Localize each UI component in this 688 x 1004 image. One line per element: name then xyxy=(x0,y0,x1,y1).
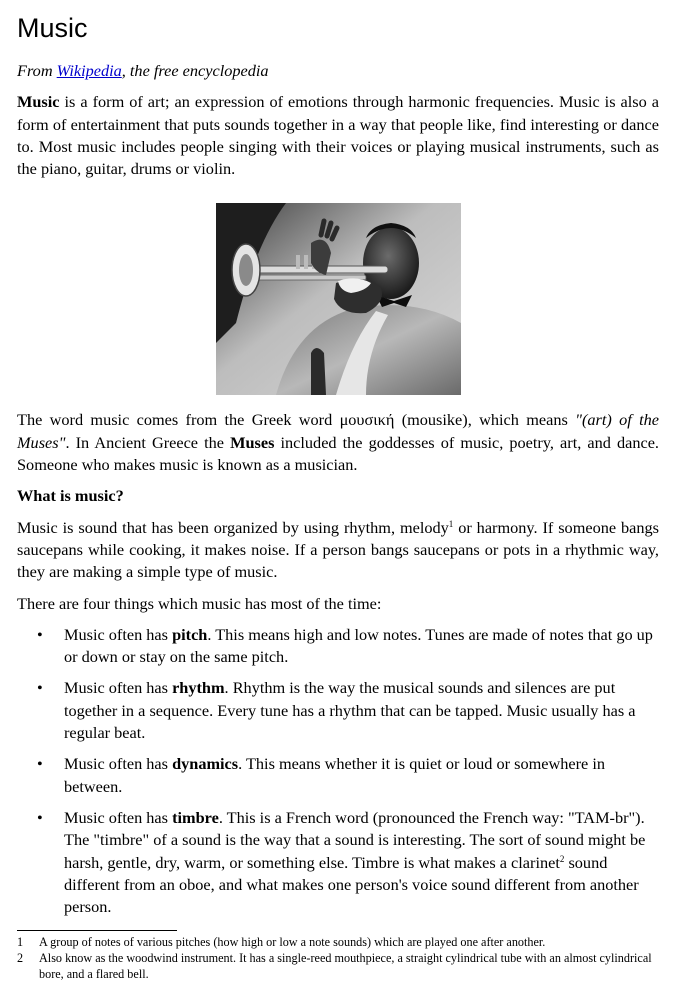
list-item-term: pitch xyxy=(172,624,208,644)
list-item xyxy=(17,807,659,918)
list-item-text: . Rhythm is the way the musical sounds and silences are put together in a sequence. Every tune has a rhythm that can be tapped. Music usually has a regular beat. xyxy=(64,678,636,743)
list-item-text: . This is a French word (pronounced the French way: "TAM-br"). The "timbre" of a sound is the way that a sound is interesting. The sort of sound might be harsh, gentle, dry, warm, or something else. Timbre is what makes a clarinet xyxy=(64,807,646,872)
intro-text: is a form of art; an expression of emotions through harmonic frequencies. Music is also a form of entertainment that puts sounds together in a way that people like, find interesting or dance to. Most music includes people singing with their voices or playing musical instruments, such as the piano, guitar, drums or violin. xyxy=(17,92,659,179)
bullet-icon: • xyxy=(37,807,43,827)
wikipedia-link[interactable]: Wikipedia xyxy=(56,61,122,80)
list-item-term: dynamics xyxy=(172,754,239,774)
footnotes xyxy=(17,930,659,982)
list-item-term: timbre xyxy=(172,807,219,827)
list-item-text: Music often has xyxy=(64,624,173,644)
subtitle-prefix: From xyxy=(17,61,57,80)
footnote-number: 2 xyxy=(17,950,24,965)
etymology-text-2: . In Ancient Greece the xyxy=(65,432,231,452)
list-item-text: . This means whether it is quiet or loud or somewhere in between. xyxy=(64,754,605,796)
list-item xyxy=(17,753,659,798)
bullet-icon: • xyxy=(37,678,43,698)
list-item-text: sound different from an oboe, and what makes one person's voice sound different from another person. xyxy=(64,852,639,917)
footnote xyxy=(17,935,659,951)
section-heading: What is music? xyxy=(17,486,124,506)
list-item-text: Music often has xyxy=(64,807,173,827)
what-paragraph xyxy=(17,517,659,584)
footnote-number: 1 xyxy=(17,935,24,949)
footnote-ref-2[interactable]: 2 xyxy=(559,853,565,864)
etymology-italic: "(art) of the Muses" xyxy=(17,410,659,452)
page-title: Music xyxy=(17,13,88,43)
etymology-bold: Muses xyxy=(230,432,275,452)
article xyxy=(17,10,659,927)
bullet-icon: • xyxy=(37,754,43,774)
list-item xyxy=(17,624,659,669)
list-item-text: . This means high and low notes. Tunes are made of notes that go up or down or stay on the same pitch. xyxy=(64,624,653,667)
etymology-text-1: The word music comes from the Greek word μουσική (mousike), which means xyxy=(17,410,576,430)
trumpet-player-photo xyxy=(216,203,461,395)
figure xyxy=(17,203,659,395)
four-things-paragraph: There are four things which music has most of the time: xyxy=(17,593,382,613)
what-text-2: or harmony. If someone bangs saucepans while cooking, it makes noise. If a person bangs saucepans or pots in a rhythmic way, they are making a simple type of music. xyxy=(17,517,659,582)
footnote-text: A group of notes of various pitches (how high or low a note sounds) which are played one after another. xyxy=(39,935,546,949)
list-item-text: Music often has xyxy=(64,754,173,774)
what-text-1: Music is sound that has been organized by using rhythm, melody xyxy=(17,517,449,537)
bullet-list xyxy=(17,624,659,919)
footnote-text: Also know as the woodwind instrument. It has a single-reed mouthpiece, a straight cylindrical tube with an almost cylindrical bore, and a flared bell. xyxy=(39,950,652,981)
list-item xyxy=(17,677,659,744)
intro-bold-term: Music xyxy=(17,92,60,112)
bullet-icon: • xyxy=(37,624,43,644)
list-item-term: rhythm xyxy=(172,678,225,698)
footnote xyxy=(17,951,659,983)
footnote-divider xyxy=(17,930,177,931)
list-item-text: Music often has xyxy=(64,678,173,698)
etymology-text-3: included the goddesses of music, poetry, art, and dance. Someone who makes music is known as a musician. xyxy=(17,432,659,475)
subtitle-suffix: , the free encyclopedia xyxy=(121,61,269,80)
etymology-paragraph xyxy=(17,409,659,476)
intro-paragraph xyxy=(17,91,659,180)
footnote-ref-1[interactable]: 1 xyxy=(448,518,454,529)
subtitle xyxy=(17,60,659,82)
